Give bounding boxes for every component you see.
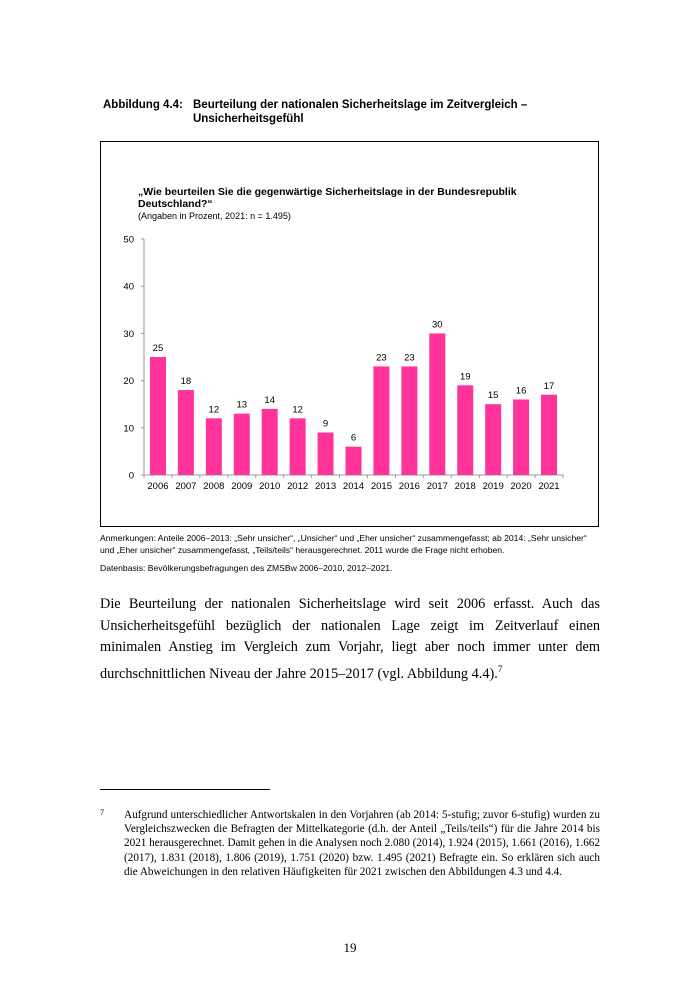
bar-value-label: 25 (152, 343, 164, 354)
paragraph-text: Die Beurteilung der nationalen Sicherheitslage wird seit 2006 erfasst. Auch das Unsicherheitsgefühl bezüglich der nationalen Lage zeigt im Zeitverlauf einen minimalen Anstieg im Vergleich zum Vorjahr, liegt aber noch immer unter dem durchschnittlichen Niveau der Jahre 2015–2017 (vgl. Abbildung 4.4). (100, 596, 600, 682)
bar-2019 (485, 404, 501, 475)
chart-question-line-2: Deutschland?“ (138, 198, 213, 210)
x-tick-label: 2017 (426, 481, 448, 492)
y-tick-label: 30 (123, 328, 134, 340)
remarks-text: Anmerkungen: Anteile 2006–2013: „Sehr unsicher“, „Unsicher“ und „Eher unsicher“ zusammengefasst; ab 2014: „Sehr unsicher“ und „Eher unsicher“ zusammengefasst, „Teils/teils“ herausgerechnet. 2011 wurde die Frage nicht erhoben. (100, 533, 587, 555)
bar-value-label: 13 (236, 399, 248, 411)
y-tick-label: 10 (123, 423, 134, 435)
bar-2015 (373, 366, 389, 475)
bar-2014 (346, 447, 362, 475)
bar-value-label: 14 (264, 394, 275, 406)
bar-value-label: 18 (180, 376, 192, 388)
footnote-number: 7 (100, 808, 104, 817)
y-tick-label: 20 (123, 376, 134, 388)
bar-chart (101, 142, 600, 528)
bar-2007 (178, 390, 194, 475)
source-text: Datenbasis: Bevölkerungsbefragungen des ZMSBw 2006–2010, 2012–2021. (100, 563, 393, 574)
body-paragraph (100, 594, 600, 685)
bar-value-label: 15 (487, 390, 499, 402)
x-tick-label: 2006 (147, 481, 169, 492)
bar-2021 (541, 395, 557, 475)
chart-question-line-1: „Wie beurteilen Sie die gegenwärtige Sicherheitslage in der Bundesrepublik (138, 186, 517, 198)
figure-notes (100, 533, 600, 575)
x-tick-label: 2020 (510, 481, 532, 492)
x-tick-label: 2018 (454, 481, 476, 492)
bar-2006 (150, 357, 166, 475)
bar-value-label: 12 (292, 404, 303, 416)
bar-value-label: 23 (404, 352, 415, 364)
x-tick-label: 2015 (370, 481, 393, 492)
chart-frame (100, 141, 599, 527)
figure-title: Beurteilung der nationalen Sicherheitslage im Zeitvergleich – Unsicherheitsgefühl (193, 99, 528, 125)
bar-2013 (318, 433, 334, 475)
footnote-text: Aufgrund unterschiedlicher Antwortskalen in den Vorjahren (ab 2014: 5-stufig; zuvor 6-stufig) wurden zu Vergleichszwecken die Befragten der Mittelkategorie (d.h. der Anteil „Teils/teils“) für die Jahre 2014 bis 2021 herausgerechnet. Damit gehen in die Analysen noch 2.080 (2014), 1.924 (2015), 1.661 (2016), 1.662 (2017), 1.831 (2018), 1.806 (2019), 1.751 (2020) bzw. 1.495 (2021) Befragte ein. So erklären sich auch die Abweichungen in den relativen Häufigkeiten für 2021 zwischen den Abbildungen 4.3 und 4.4. (124, 809, 600, 878)
x-tick-label: 2016 (398, 481, 420, 492)
x-tick-label: 2019 (482, 481, 504, 492)
footnote-reference[interactable]: 7 (497, 663, 503, 674)
y-tick-label: 50 (123, 234, 134, 246)
bar-value-label: 17 (543, 380, 555, 392)
bar-2018 (457, 385, 473, 475)
chart-subtitle: (Angaben in Prozent, 2021: n = 1.495) (138, 211, 291, 221)
x-tick-label: 2012 (287, 481, 309, 492)
bar-2017 (429, 333, 445, 475)
y-tick-label: 40 (123, 281, 134, 293)
x-tick-label: 2009 (231, 481, 253, 492)
x-tick-label: 2008 (203, 481, 225, 492)
bar-value-label: 23 (376, 352, 387, 364)
bar-2016 (401, 366, 417, 475)
x-tick-label: 2013 (314, 481, 337, 492)
x-tick-label: 2021 (538, 481, 560, 492)
bar-2020 (513, 399, 529, 475)
footnote (100, 808, 600, 879)
page-number: 19 (343, 940, 357, 955)
x-tick-label: 2007 (175, 481, 197, 492)
bar-value-label: 30 (432, 319, 443, 331)
bar-2009 (234, 414, 250, 475)
bar-2008 (206, 418, 222, 475)
bar-2012 (290, 418, 306, 475)
x-tick-label: 2010 (259, 481, 281, 492)
figure-number: Abbildung 4.4: (103, 99, 183, 111)
x-tick-label: 2014 (342, 481, 365, 492)
bar-2010 (262, 409, 278, 475)
bar-value-label: 19 (459, 371, 471, 383)
y-tick-label: 0 (128, 470, 134, 482)
bar-value-label: 6 (350, 432, 357, 444)
bar-value-label: 12 (208, 404, 220, 416)
footnote-separator (100, 789, 270, 790)
bar-value-label: 9 (322, 418, 329, 430)
bar-value-label: 16 (515, 385, 527, 397)
